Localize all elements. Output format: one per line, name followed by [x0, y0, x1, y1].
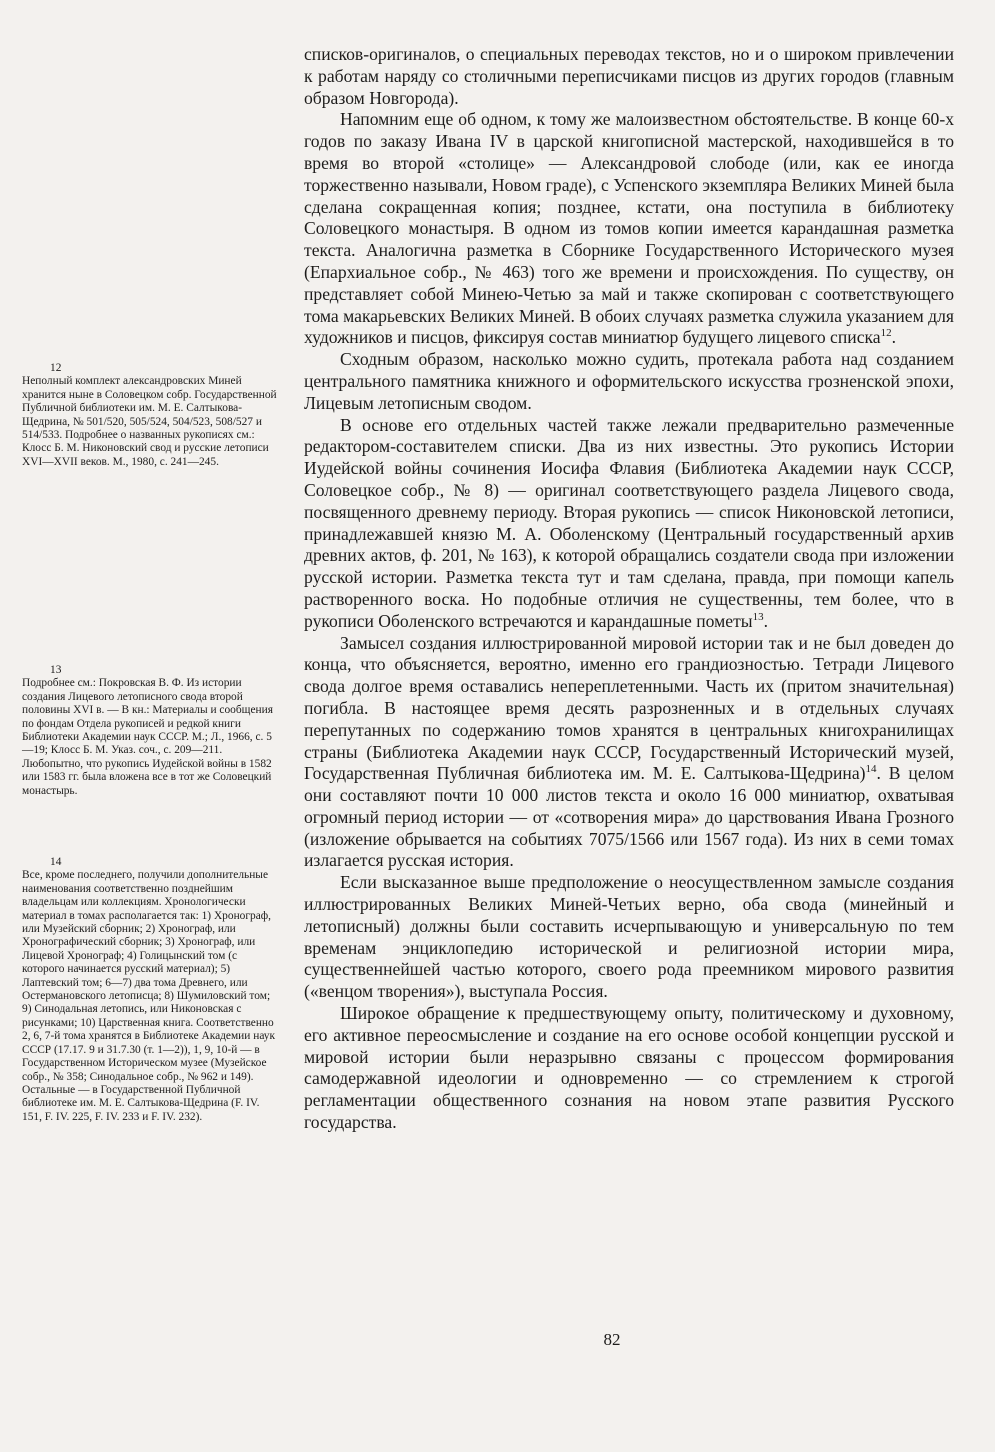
- paragraph-3-text: Сходным образом, насколько можно судить, протекала работа над созданием центрального памятника книжного и оформительского искусства грозненской эпохи, Лицевым летописным сводом.: [304, 349, 954, 413]
- paragraph-7-text: Широкое обращение к предшествующему опыту, политическому и духовному, его активное переосмысление и создание на его основе особой концепции русской и мировой истории были неразрывно связаны с процессом формирования самодержавной идеологии и одновременно — со стремлением к строгой регламентации общественного сознания на новом этапе развития Русского государства.: [304, 1003, 954, 1133]
- paragraph-3: [304, 349, 954, 414]
- paragraph-4-end: .: [763, 610, 768, 631]
- side-note-number: 13: [50, 664, 62, 676]
- footnote-ref-14: 14: [865, 763, 877, 776]
- paragraph-2-text: Напомним еще об одном, к тому же малоизвестном обстоятельстве. В конце 60-х годов по заказу Ивана IV в царской книгописной мастерской, находившейся в то время во второй «столице» — Александровой слободе (или, как ее иногда торжественно называли, Новом граде), с Успенского экземпляра Великих Миней была сделана сокращенная копия; позднее, кстати, она поступила в библиотеку Соловецкого монастыря. В одном из томов копии имеется карандашная разметка текста. Аналогична разметка в Сборнике Государственного Исторического музея (Епархиальное собр., № 463) того же времени и происхождения. По существу, он представляет собой Минею-Четью за май и также скопирован с соответствующего тома макарьевских Великих Миней. В обоих случаях разметка служила указанием для художников и писцов, фиксируя состав миниатюр будущего лицевого списка: [304, 109, 954, 348]
- paragraph-1-text: списков-оригиналов, о специальных переводах текстов, но и о широком привлечении к работам наряду со столичными переписчиками писцов из других городов (главным образом Новгорода).: [304, 44, 954, 108]
- side-note-number: 12: [50, 362, 62, 374]
- paragraph-2: [304, 109, 954, 349]
- page-number: 82: [603, 1330, 621, 1349]
- paragraph-2-end: .: [891, 327, 897, 348]
- paragraph-4-text: В основе его отдельных частей также лежали предварительно размеченные редактором-составителем списки. Два из них известны. Это рукопись Истории Иудейской войны сочинения Иосифа Флавия (Библиотека Академии наук СССР, Соловецкое собр., № 8) — оригинал соответствующего раздела Лицевого свода, посвященного древнему периоду. Вторая рукопись — список Никоновской летописи, принадлежавшей князю М. А. Оболенскому (Центральный государственный архив древних актов, ф. 201, № 163), к которой обращались создатели свода при изложении русской истории. Разметка текста тут и там сделана, правда, при помощи капель растворенного воска. Но подобные отличия не существенны, тем более, что в рукописи Оболенского встречаются и карандашные пометы: [304, 414, 954, 631]
- paragraph-5-text: Замысел создания иллюстрированной мировой истории так и не был доведен до конца, что объясняется, вероятно, именно его грандиозностью. Тетради Лицевого свода долгое время оставались непереплетенными. Часть их (притом значительная) погибла. В настоящее время десять разрозненных и в отдельных случаях перепутанных по содержанию томов хранятся в центральных книгохранилищах страны (Библиотека Академии наук СССР, Государственный Исторический музей, Государственная Публичная библиотека им. М. Е. Салтыкова-Щедрина): [304, 632, 954, 784]
- main-text-column: [304, 44, 954, 1134]
- side-note-13: [22, 664, 280, 798]
- footnote-ref-13: 13: [752, 610, 764, 623]
- side-note-12: [22, 362, 280, 469]
- paragraph-5-rest: . В целом они составляют почти 10 000 листов текста и около 16 000 миниатюр, охватывая огромный период истории — от «сотворения мира» до царствования Ивана Грозного (изложение обрывается на событиях 7075/1566 или 1567 года). Из них в семи томах излагается русская история.: [304, 763, 955, 871]
- paragraph-7: [304, 1003, 954, 1134]
- side-note-text: Все, кроме последнего, получили дополнительные наименования соответственно позднейшим владельцам или коллекциям. Хронологически материал в томах располагается так: 1) Хронограф, или Музейский сборник; 2) Хронограф, или Хронографический сборник; 3) Хронограф, или Лицевой Хронограф; 4) Голицынский том (с которого начинается русский материал); 5) Лаптевский том; 6—7) два тома Древнего, или Остермановского летописца; 8) Шумиловский том; 9) Синодальная летопись, или Никоновская с рисунками; 10) Царственная книга. Соответственно 2, 6, 7-й тома хранятся в Библиотеке Академии наук СССР (17.17. 9 и 31.7.30 (т. 1—2)), 1, 9, 10-й — в Государственном Историческом музее (Музейское собр., № 358; Синодальное собр., № 962 и 149). Остальные — в Государственной Публичной библиотеке им. М. Е. Салтыкова-Щедрина (F. IV. 151, F. IV. 225, F. IV. 233 и F. IV. 232).: [22, 869, 276, 1123]
- side-note-text: Подробнее см.: Покровская В. Ф. Из истории создания Лицевого летописного свода второй половины XVI в. — В кн.: Материалы и сообщения по фондам Отдела рукописей и редкой книги Библиотеки Академии наук СССР. М.; Л., 1966, с. 5—19; Клосс Б. М. Указ. соч., с. 209—211. Любопытно, что рукопись Иудейской войны в 1582 или 1583 гг. была вложена все в тот же Соловецкий монастырь.: [22, 677, 273, 797]
- side-note-14: [22, 856, 280, 1124]
- side-note-number: 14: [50, 856, 62, 868]
- footnote-ref-12: 12: [880, 327, 892, 340]
- paragraph-1: [304, 44, 954, 109]
- side-note-text: Неполный комплект александровских Миней хранится ныне в Соловецком собр. Государственной Публичной библиотеки им. М. Е. Салтыкова-Щедрина, № 501/520, 505/524, 504/523, 508/527 и 514/533. Подробнее о названных рукописях см.: Клосс Б. М. Никоновский свод и русские летописи XVI—XVII веков. М., 1980, с. 241—245.: [22, 375, 277, 468]
- paragraph-5: [304, 633, 954, 873]
- paragraph-6-text: Если высказанное выше предположение о неосуществленном замысле создания иллюстрированных Великих Миней-Четьих верно, оба свода (минейный и летописный) должны были составить исчерпывающую и универсальную по тем временам энциклопедию исторической и религиозной истории мира, существеннейшей частью которого, своего рода преемником мирового развития («венцом творения»), выступала Россия.: [304, 872, 954, 1002]
- paragraph-4: [304, 415, 954, 633]
- paragraph-6: [304, 872, 954, 1003]
